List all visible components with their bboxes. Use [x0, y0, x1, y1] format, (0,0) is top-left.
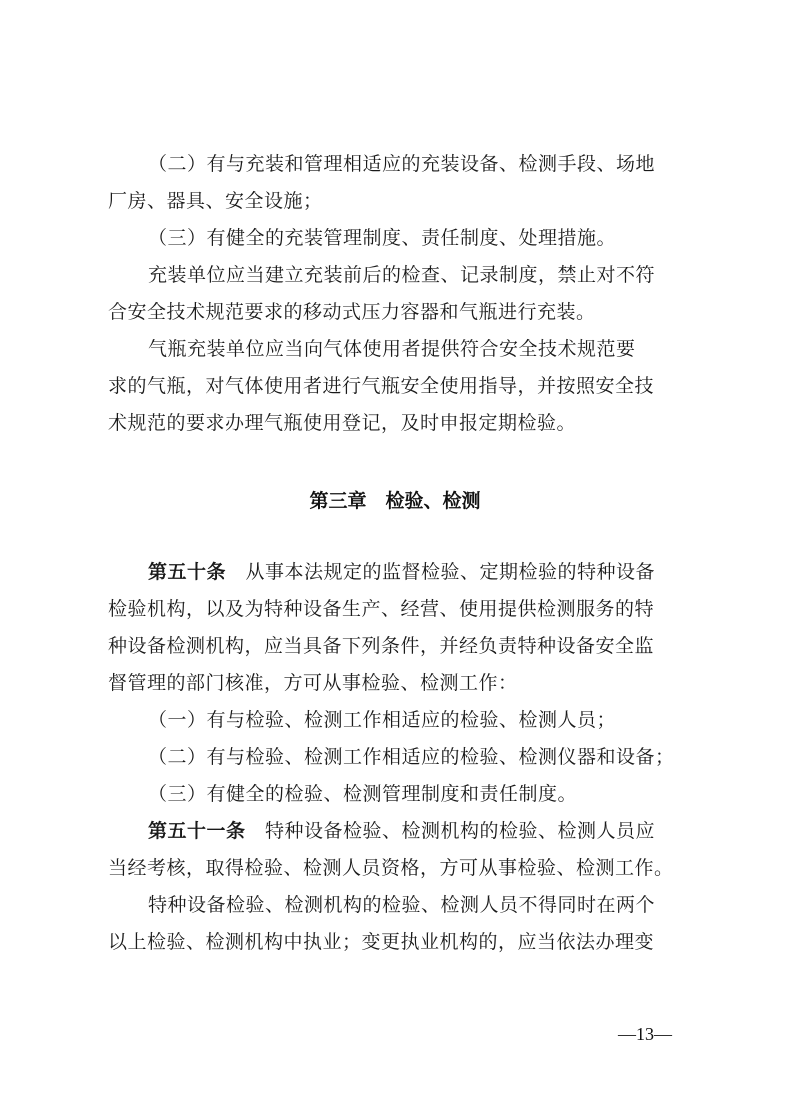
page-number: —13— [618, 1024, 672, 1044]
article-51-text: 特种设备检验、检测机构的检验、检测人员应 [245, 820, 656, 842]
paragraph-line: 术规范的要求办理气瓶使用登记，及时申报定期检验。 [108, 412, 577, 434]
paragraph-line: 检验机构，以及为特种设备生产、经营、使用提供检测服务的特 [108, 598, 655, 620]
paragraph-line: 合安全技术规范要求的移动式压力容器和气瓶进行充装。 [108, 301, 596, 323]
chapter-title: 第三章 检验、检测 [309, 490, 481, 512]
paragraph-line: 求的气瓶，对气体使用者进行气瓶安全使用指导，并按照安全技 [108, 375, 655, 397]
article-51-label: 第五十一条 [148, 820, 246, 842]
article-50-label: 第五十条 [148, 561, 227, 583]
list-item: （一）有与检验、检测工作相适应的检验、检测人员； [148, 709, 617, 731]
paragraph-line: 厂房、器具、安全设施； [108, 190, 323, 212]
paragraph-line: 以上检验、检测机构中执业；变更执业机构的，应当依法办理变 [108, 931, 655, 953]
paragraph-line: 督管理的部门核准，方可从事检验、检测工作： [108, 672, 518, 694]
paragraph-line: 当经考核，取得检验、检测人员资格，方可从事检验、检测工作。 [108, 857, 674, 879]
paragraph-line: （二）有与充装和管理相适应的充装设备、检测手段、场地 [148, 153, 656, 175]
article-50-line-1 [148, 554, 738, 591]
paragraph-line: 气瓶充装单位应当向气体使用者提供符合安全技术规范要 [148, 338, 636, 360]
paragraph-line: 种设备检测机构，应当具备下列条件，并经负责特种设备安全监 [108, 635, 655, 657]
article-50-text: 从事本法规定的监督检验、定期检验的特种设备 [226, 561, 656, 583]
paragraph-line: （三）有健全的充装管理制度、责任制度、处理措施。 [148, 227, 617, 249]
paragraph-line: 特种设备检验、检测机构的检验、检测人员不得同时在两个 [148, 894, 656, 916]
paragraph-line: 充装单位应当建立充装前后的检查、记录制度，禁止对不符 [148, 264, 656, 286]
article-51-line-1 [148, 813, 738, 850]
list-item: （三）有健全的检验、检测管理制度和责任制度。 [148, 783, 578, 805]
list-item: （二）有与检验、检测工作相适应的检验、检测仪器和设备； [148, 746, 675, 768]
